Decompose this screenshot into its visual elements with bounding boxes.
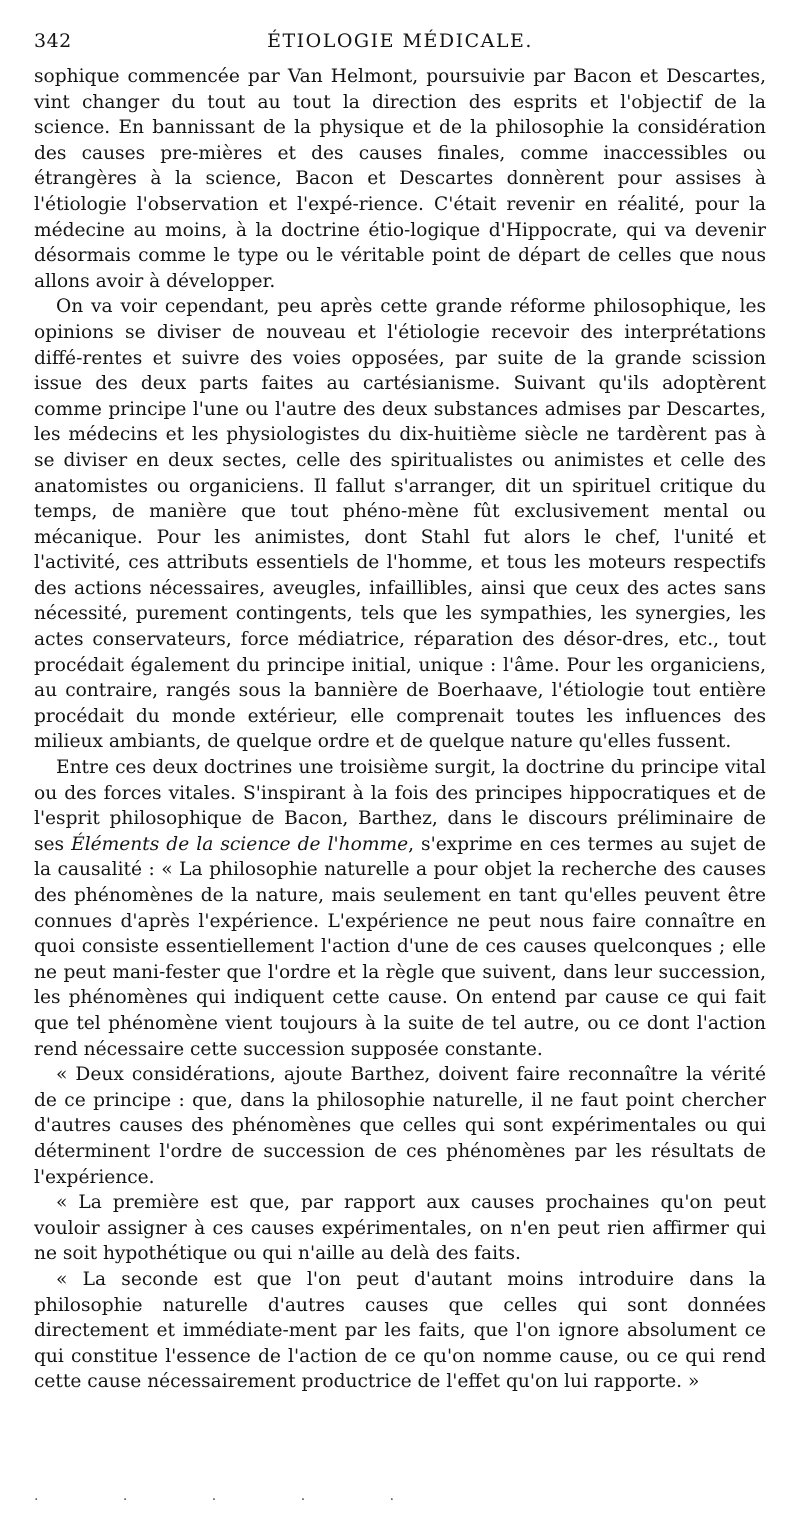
running-title: ÉTIOLOGIE MÉDICALE.: [267, 30, 533, 52]
paragraph-3: [34, 755, 766, 1062]
paragraph-3-text-before: Entre ces deux doctrines une troisième surgit, la doctrine du principe vital ou des forces vitales. S'inspirant à la fois des principes hippocratiques et de l'esprit philosophique de Bacon, Barthez, dans le discours préliminaire de ses: [34, 757, 766, 855]
paragraph-2: On va voir cependant, peu après cette grande réforme philosophique, les opinions se diviser de nouveau et l'étiologie recevoir des interprétations diffé-rentes et suivre des voies opposées, par suite de la grande scission issue des deux parts faites au cartésianisme. Suivant qu'ils adoptèrent comme principe l'une ou l'autre des deux substances admises par Descartes, les médecins et les physiologistes du dix-huitième siècle ne tardèrent pas à se diviser en deux sectes, celle des spiritualistes ou animistes et celle des anatomistes ou organiciens. Il fallut s'arranger, dit un spirituel critique du temps, de manière que tout phéno-mène fût exclusivement mental ou mécanique. Pour les animistes, dont Stahl fut alors le chef, l'unité et l'activité, ces attributs essentiels de l'homme, et tous les moteurs respectifs des actions nécessaires, aveugles, infaillibles, ainsi que ceux des actes sans nécessité, purement contingents, tels que les sympathies, les synergies, les actes conservateurs, force médiatrice, réparation des désor-dres, etc., tout procédait également du principe initial, unique : l'âme. Pour les organiciens, au contraire, rangés sous la bannière de Boerhaave, l'étiologie tout entière procédait du monde extérieur, elle comprenait toutes les influences des milieux ambiants, de quelque ordre et de quelque nature qu'elles fussent.: [34, 296, 766, 753]
body-text: [34, 64, 766, 1395]
paragraph-4: « Deux considérations, ajoute Barthez, doivent faire reconnaître la vérité de ce principe : que, dans la philosophie naturelle, il ne faut point chercher d'autres causes des phénomènes que celles qui sont expérimentales ou qui déterminent l'ordre de succession de ces phénomènes par les résultats de l'expérience.: [34, 1064, 766, 1188]
paragraph-1: sophique commencée par Van Helmont, poursuivie par Bacon et Descartes, vint changer du tout au tout la direction des esprits et l'objectif de la science. En bannissant de la physique et de la philosophie la considération des causes pre-mières et des causes finales, comme inaccessibles ou étrangères à la science, Bacon et Descartes donnèrent pour assises à l'étiologie l'observation et l'expé-rience. C'était revenir en réalité, pour la médecine au moins, à la doctrine étio-logique d'Hippocrate, qui va devenir désormais comme le type ou le véritable point de départ de celles que nous allons avoir à développer.: [34, 66, 766, 292]
paragraph-5: « La première est que, par rapport aux causes prochaines qu'on peut vouloir assigner à ces causes expérimentales, on n'en peut rien affirmer qui ne soit hypothétique ou qui n'aille au delà des faits.: [34, 1192, 766, 1265]
book-title: Éléments de la science de l'homme: [71, 833, 409, 855]
running-header: [34, 30, 766, 64]
paragraph-6: « La seconde est que l'on peut d'autant moins introduire dans la philosophie naturelle d'autres causes que celles qui sont données directement et immédiate-ment par les faits, que l'on ignore absolument ce qui constitue l'essence de l'action de ce qu'on nomme cause, ou ce qui rend cette cause nécessairement productrice de l'effet qu'on lui rapporte. »: [34, 1268, 766, 1393]
paragraph-3-text-after: , s'exprime en ces termes au sujet de la causalité : « La philosophie naturelle a pour objet la recherche des causes des phénomènes de la nature, mais seulement en tant qu'elles peuvent être connues d'après l'expérience. L'expérience ne peut nous faire connaître en quoi consiste essentiellement l'action d'une de ces causes quelconques ; elle ne peut mani-fester que l'ordre et la règle que suivent, dans leur succession, les phénomènes qui indiquent cette cause. On entend par cause ce qui fait que tel phénomène vient toujours à la suite de tel autre, ou ce dont l'action rend nécessaire cette succession supposée constante.: [34, 833, 766, 1060]
page-number: 342: [34, 30, 72, 52]
footer-marks: . . . . .: [34, 1488, 435, 1504]
